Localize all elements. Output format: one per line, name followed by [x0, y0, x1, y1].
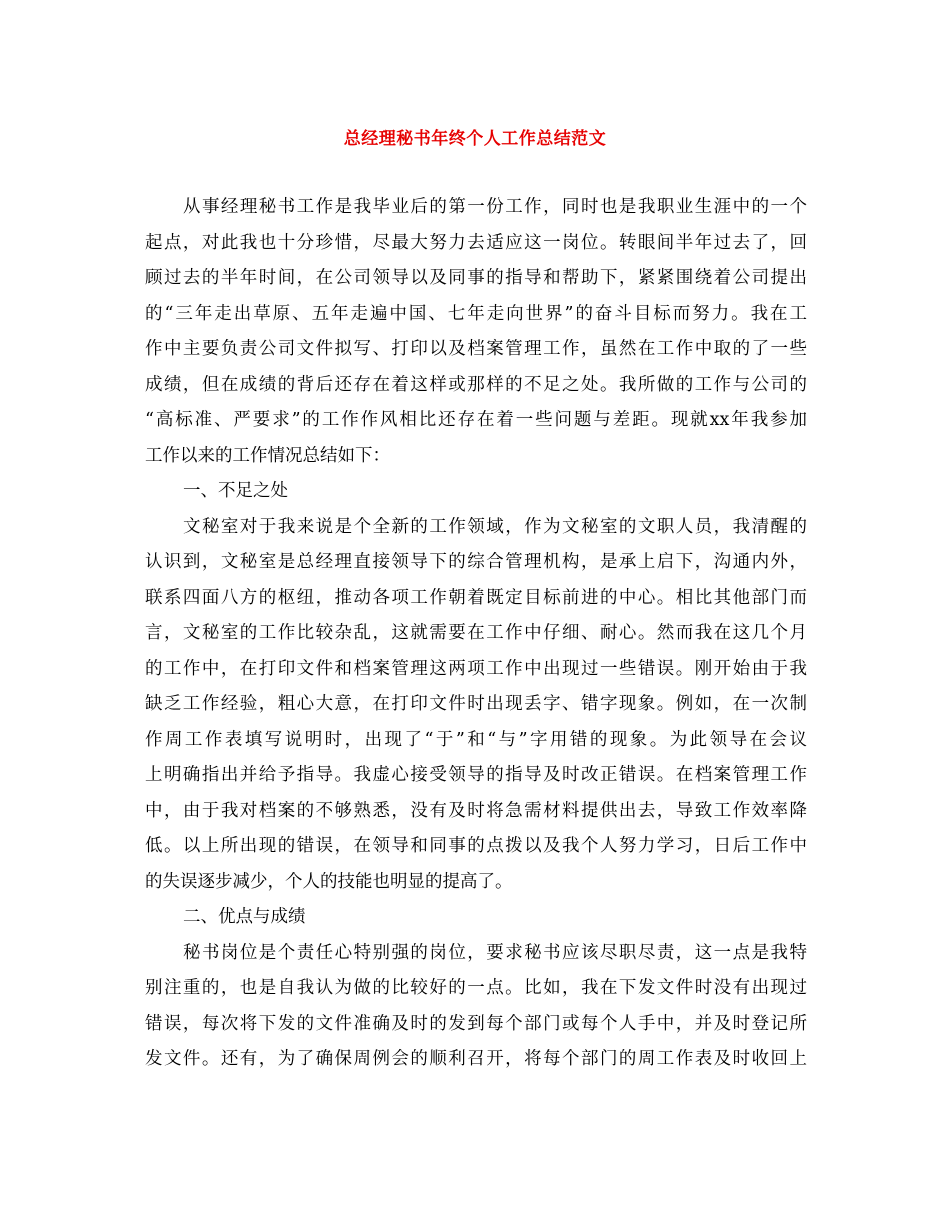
text-line: 发文件。还有，为了确保周例会的顺利召开，将每个部门的周工作表及时收回上 [145, 1049, 807, 1069]
text-line: 工作以来的工作情况总结如下： [145, 445, 390, 466]
text-line: 上明确指出并给予指导。我虚心接受领导的指导及时改正错误。在档案管理工作 [145, 765, 807, 785]
text-line: 认识到，文秘室是总经理直接领导下的综合管理机构，是承上启下，沟通内外， [145, 552, 807, 572]
text-line: 文秘室对于我来说是个全新的工作领域，作为文秘室的文职人员，我清醒的 [183, 516, 807, 537]
text-line: “高标准、严要求”的工作作风相比还存在着一些问题与差距。现就xx年我参加 [145, 410, 807, 430]
text-line: 的“三年走出草原、五年走遍中国、七年走向世界”的奋斗目标而努力。我在工 [145, 303, 807, 324]
text-line: 缺乏工作经验，粗心大意，在打印文件时出现丢字、错字现象。例如，在一次制 [145, 694, 807, 714]
text-line: 言，文秘室的工作比较杂乱，这就需要在工作中仔细、耐心。然而我在这几个月 [145, 623, 807, 643]
text-line: 起点，对此我也十分珍惜，尽最大努力去适应这一岗位。转眼间半年过去了，回 [145, 232, 807, 253]
text-line: 中，由于我对档案的不够熟悉，没有及时将急需材料提供出去，导致工作效率降 [145, 800, 807, 821]
text-line: 别注重的，也是自我认为做的比较好的一点。比如，我在下发文件时没有出现过 [145, 978, 807, 998]
text-line: 的失误逐步减少，个人的技能也明显的提高了。 [145, 871, 513, 892]
text-line: 错误，每次将下发的文件准确及时的发到每个部门或每个人手中，并及时登记所 [145, 1013, 807, 1034]
text-line: 二、优点与成绩 [183, 907, 306, 927]
text-line: 从事经理秘书工作是我毕业后的第一份工作，同时也是我职业生涯中的一个 [183, 197, 807, 217]
text-line: 低。以上所出现的错误，在领导和同事的点拨以及我个人努力学习，日后工作中 [145, 836, 807, 856]
text-line: 的工作中，在打印文件和档案管理这两项工作中出现过一些错误。刚开始由于我 [145, 658, 807, 679]
text-line: 顾过去的半年时间，在公司领导以及同事的指导和帮助下，紧紧围绕着公司提出 [145, 268, 807, 288]
document-title: 总经理秘书年终个人工作总结范文 [343, 129, 607, 149]
text-line: 秘书岗位是个责任心特别强的岗位，要求秘书应该尽职尽责，这一点是我特 [183, 942, 807, 963]
text-line: 联系四面八方的枢纽，推动各项工作朝着既定目标前进的中心。相比其他部门而 [145, 587, 807, 608]
text-line: 作周工作表填写说明时，出现了“于”和“与”字用错的现象。为此领导在会议 [145, 729, 807, 750]
text-line: 作中主要负责公司文件拟写、打印以及档案管理工作，虽然在工作中取的了一些 [145, 339, 807, 359]
text-line: 成绩，但在成绩的背后还存在着这样或那样的不足之处。我所做的工作与公司的 [145, 374, 807, 395]
document-body [145, 190, 807, 1078]
text-line: 一、不足之处 [183, 481, 288, 501]
